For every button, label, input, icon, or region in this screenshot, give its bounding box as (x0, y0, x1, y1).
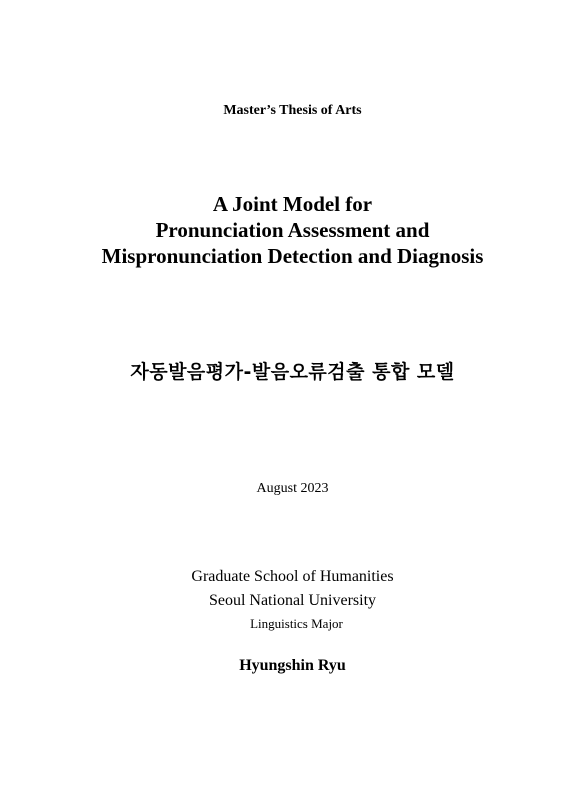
author-name: Hyungshin Ryu (239, 657, 346, 674)
title-line-3: Mispronunciation Detection and Diagnosis (101, 244, 484, 268)
major-name: Linguistics Major (250, 616, 343, 631)
school-name: Graduate School of Humanities (191, 568, 394, 585)
korean-title: 자동발음평가-발음오류검출 통합 모델 (130, 361, 455, 383)
title-line-2: Pronunciation Assessment and (155, 218, 430, 242)
thesis-type-label: Master’s Thesis of Arts (223, 103, 362, 118)
university-name: Seoul National University (208, 592, 377, 609)
title-line-1: A Joint Model for (212, 192, 373, 216)
thesis-title (0, 191, 585, 269)
submission-date: August 2023 (256, 481, 329, 496)
